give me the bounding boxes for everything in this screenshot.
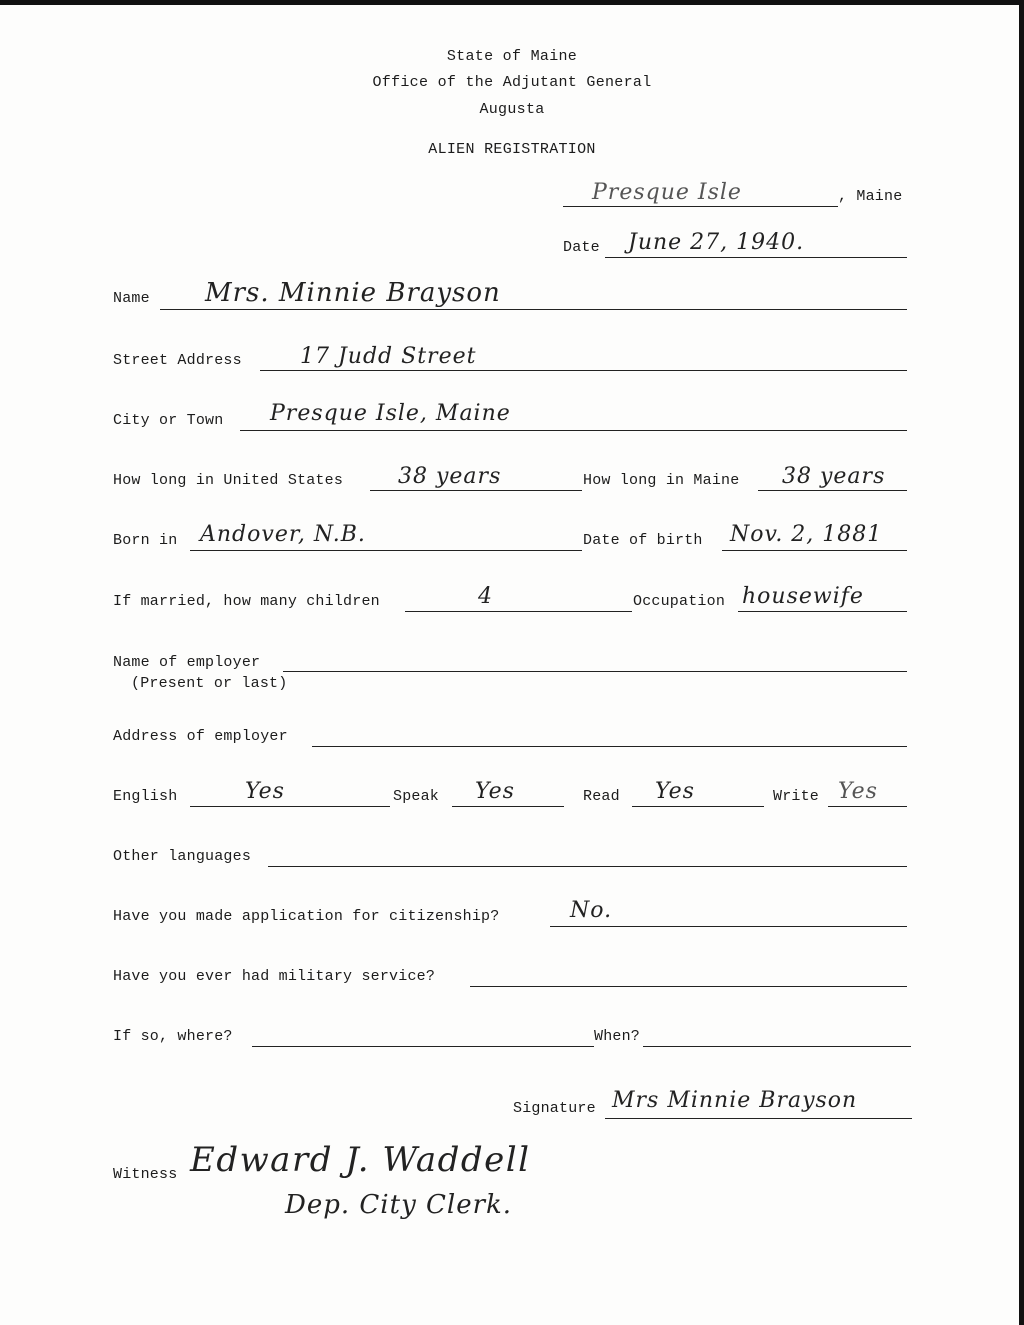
write-value: Yes xyxy=(838,779,878,804)
english-label: English xyxy=(113,788,178,805)
occupation-line xyxy=(738,611,907,612)
where-line xyxy=(252,1046,594,1047)
witness-title: Dep. City Clerk. xyxy=(285,1190,513,1220)
other-languages-line xyxy=(268,866,907,867)
place-suffix: , Maine xyxy=(838,188,903,205)
born-value: Andover, N.B. xyxy=(200,522,366,547)
signature-label: Signature xyxy=(513,1100,596,1117)
write-label: Write xyxy=(773,788,820,805)
employer-label: Name of employer xyxy=(113,654,261,671)
employer-sublabel: (Present or last) xyxy=(131,675,288,692)
citizenship-label: Have you made application for citizenship? xyxy=(113,908,500,925)
maine-label: How long in Maine xyxy=(583,472,740,489)
street-label: Street Address xyxy=(113,352,242,369)
write-line xyxy=(828,806,907,807)
place-value: Presque Isle xyxy=(592,180,742,205)
us-value: 38 years xyxy=(398,464,502,489)
military-label: Have you ever had military service? xyxy=(113,968,436,985)
maine-value: 38 years xyxy=(782,464,886,489)
children-line xyxy=(405,611,632,612)
english-line xyxy=(190,806,390,807)
when-label: When? xyxy=(594,1028,641,1045)
place-line xyxy=(563,206,838,207)
read-label: Read xyxy=(583,788,620,805)
signature-line xyxy=(605,1118,912,1119)
us-label: How long in United States xyxy=(113,472,344,489)
scan-border-top xyxy=(0,0,1024,5)
header-state: State of Maine xyxy=(446,48,578,65)
date-label: Date xyxy=(563,239,600,256)
where-label: If so, where? xyxy=(113,1028,233,1045)
name-value: Mrs. Minnie Brayson xyxy=(205,278,501,308)
children-label: If married, how many children xyxy=(113,593,380,610)
form-title: ALIEN REGISTRATION xyxy=(428,141,596,158)
born-line xyxy=(190,550,582,551)
employer-address-label: Address of employer xyxy=(113,728,288,745)
employer-address-line xyxy=(312,746,907,747)
maine-line xyxy=(758,490,907,491)
us-line xyxy=(370,490,582,491)
occupation-value: housewife xyxy=(742,584,864,609)
witness-label: Witness xyxy=(113,1166,178,1183)
header-city: Augusta xyxy=(479,101,545,118)
name-label: Name xyxy=(113,290,150,307)
date-value: June 27, 1940. xyxy=(628,230,805,255)
children-value: 4 xyxy=(478,584,493,609)
dob-value: Nov. 2, 1881 xyxy=(730,522,883,547)
speak-label: Speak xyxy=(393,788,440,805)
citizenship-value: No. xyxy=(570,898,613,923)
english-value: Yes xyxy=(245,779,285,804)
date-line xyxy=(605,257,907,258)
occupation-label: Occupation xyxy=(633,593,726,610)
read-value: Yes xyxy=(655,779,695,804)
military-line xyxy=(470,986,907,987)
speak-line xyxy=(452,806,564,807)
read-line xyxy=(632,806,764,807)
signature-value: Mrs Minnie Brayson xyxy=(612,1088,858,1113)
dob-line xyxy=(722,550,907,551)
employer-line xyxy=(283,671,907,672)
street-line xyxy=(260,370,907,371)
name-line xyxy=(160,309,907,310)
city-label: City or Town xyxy=(113,412,224,429)
other-languages-label: Other languages xyxy=(113,848,252,865)
speak-value: Yes xyxy=(475,779,515,804)
dob-label: Date of birth xyxy=(583,532,703,549)
street-value: 17 Judd Street xyxy=(300,344,477,369)
city-value: Presque Isle, Maine xyxy=(270,401,511,426)
city-line xyxy=(240,430,907,431)
when-line xyxy=(643,1046,911,1047)
born-label: Born in xyxy=(113,532,178,549)
scan-border-right xyxy=(1019,0,1024,1325)
header-office: Office of the Adjutant General xyxy=(372,74,652,91)
citizenship-line xyxy=(550,926,907,927)
witness-signature: Edward J. Waddell xyxy=(190,1140,531,1180)
